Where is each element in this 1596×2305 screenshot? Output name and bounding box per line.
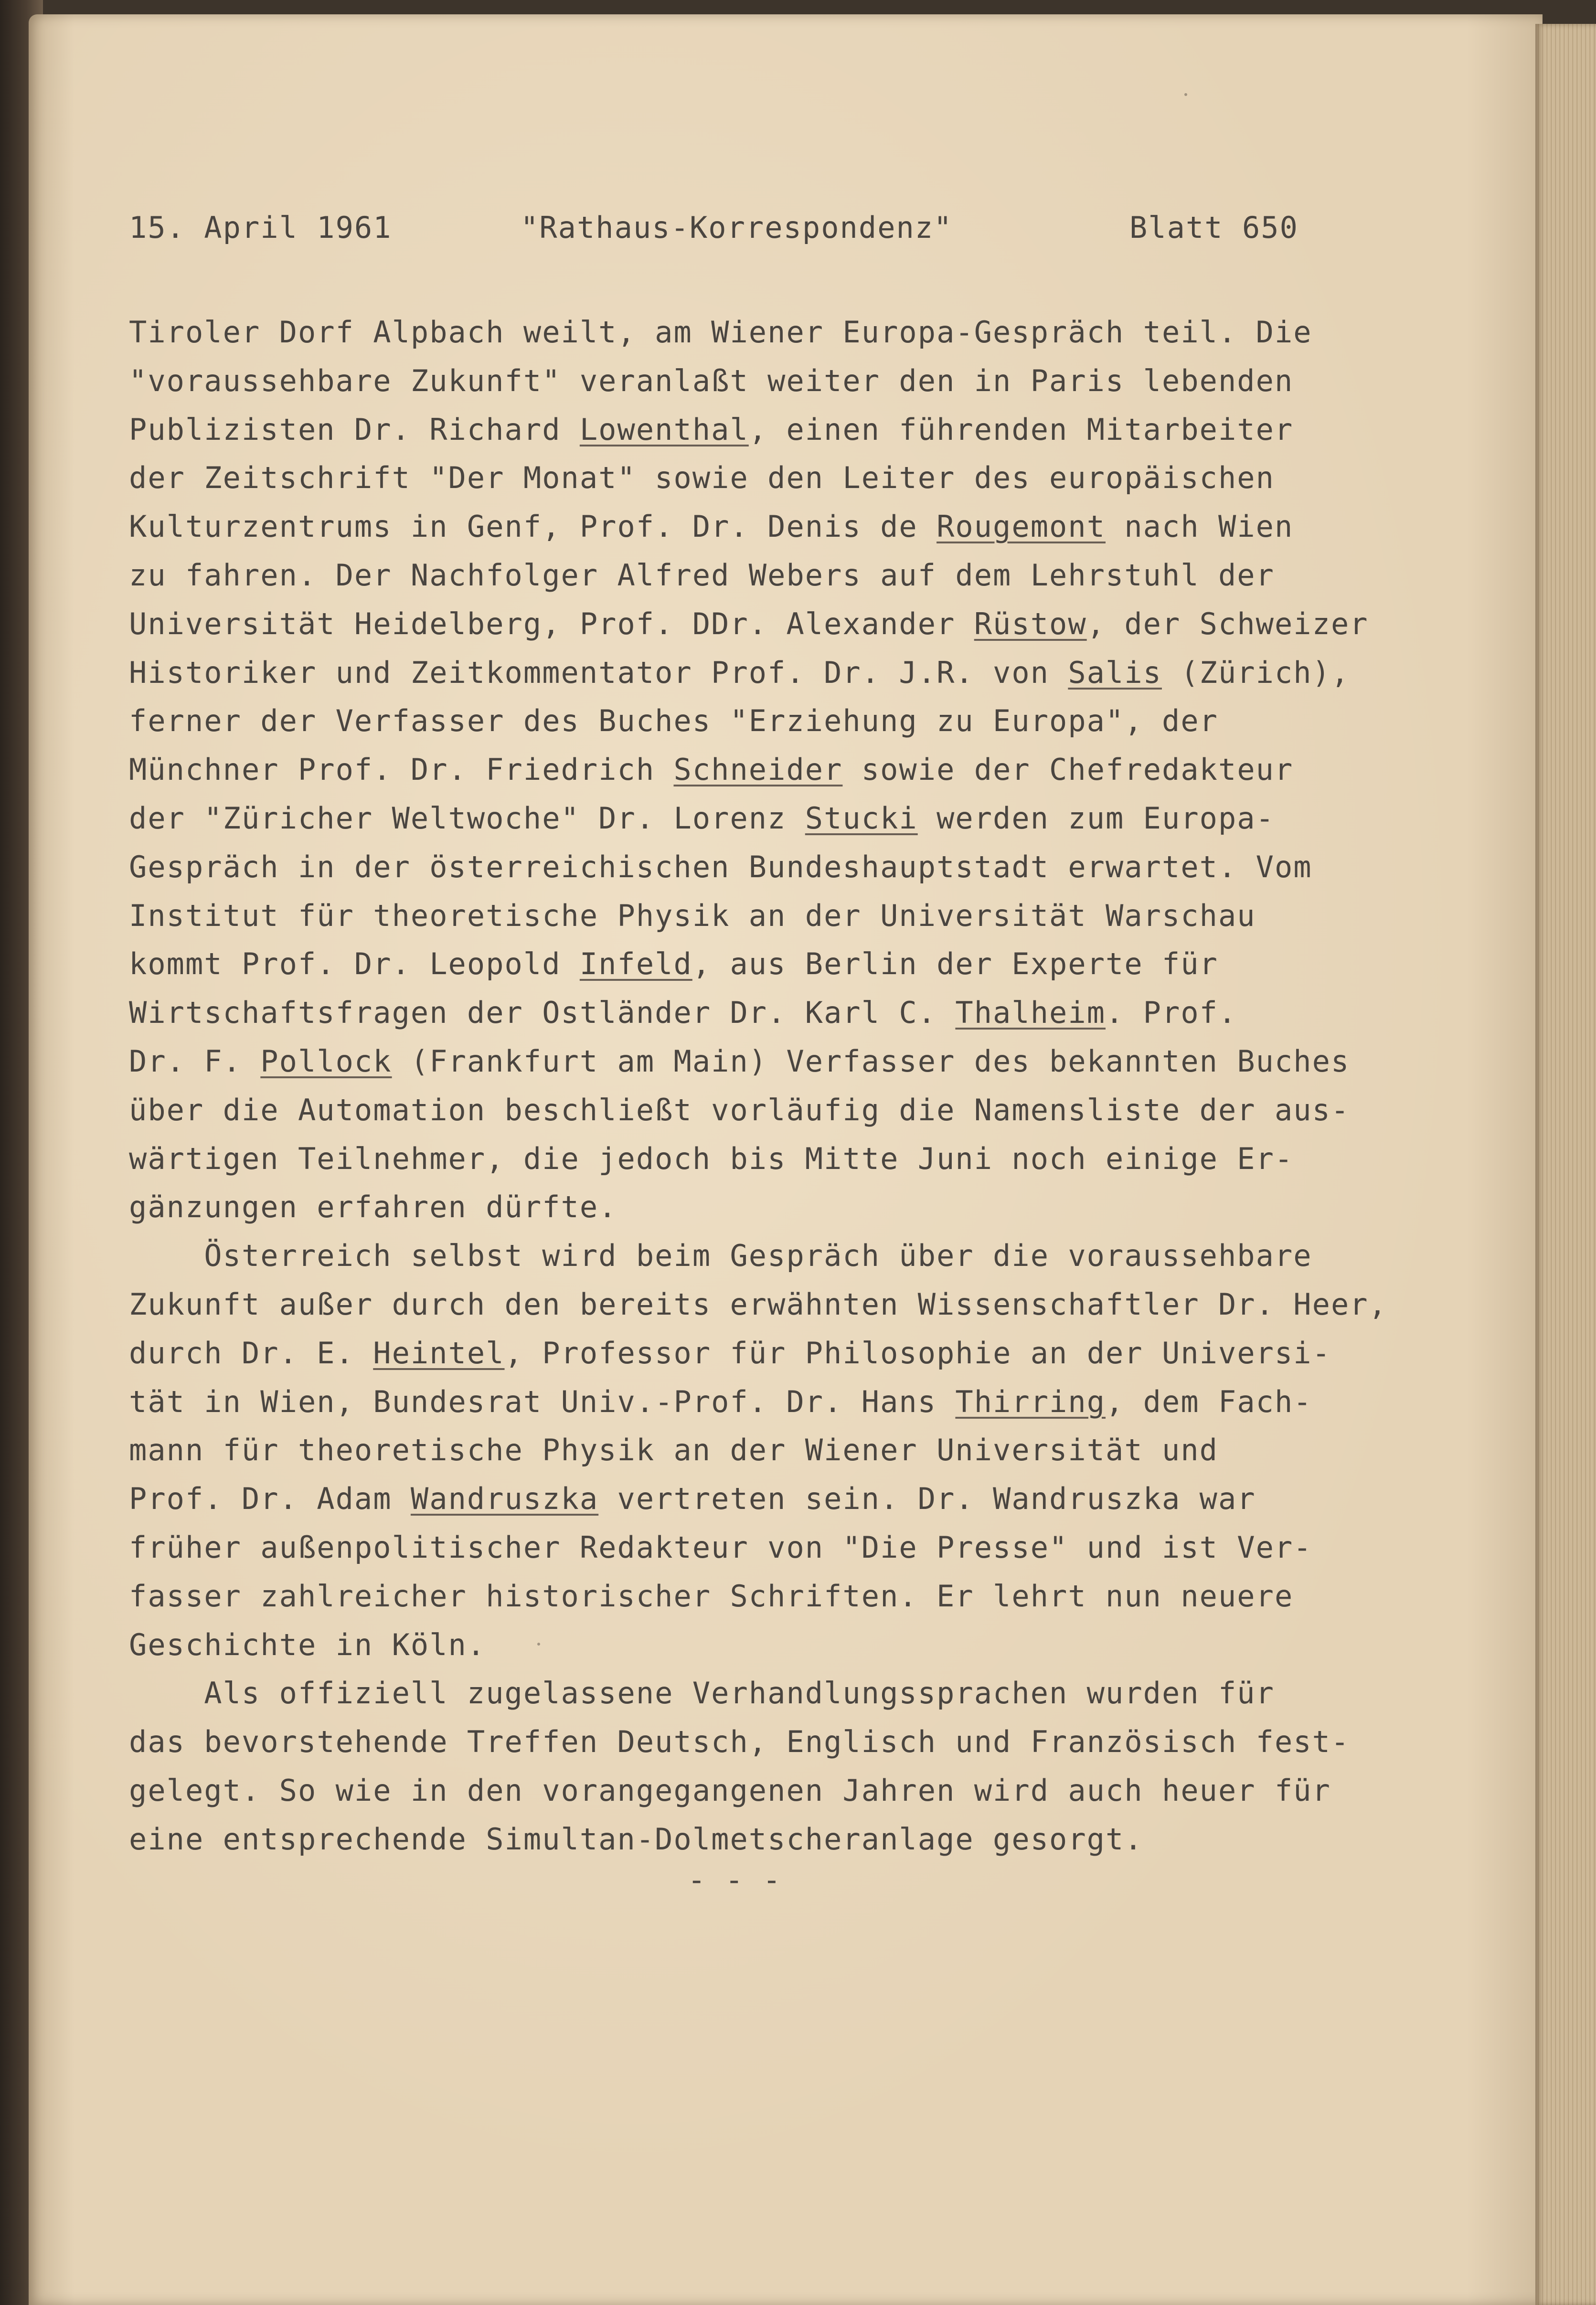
text-line bbox=[129, 1426, 1514, 1475]
text-line bbox=[129, 1718, 1514, 1766]
text-line bbox=[129, 308, 1514, 357]
underlined-name: Rougemont bbox=[936, 509, 1106, 544]
text-line bbox=[129, 1232, 1514, 1280]
header-sheet-number: Blatt 650 bbox=[1129, 210, 1298, 245]
text-segment: Historiker und Zeitkommentator Prof. Dr. J.R. von bbox=[129, 655, 1068, 690]
text-line bbox=[129, 1766, 1514, 1815]
text-line bbox=[129, 648, 1514, 697]
text-line bbox=[129, 1086, 1514, 1135]
text-segment: "voraussehbare Zukunft" veranlaßt weiter den in Paris lebenden bbox=[129, 363, 1294, 398]
text-segment: sowie der Chefredakteur bbox=[842, 752, 1294, 787]
text-line bbox=[129, 1815, 1514, 1864]
text-segment: Münchner Prof. Dr. Friedrich bbox=[129, 752, 674, 787]
text-line bbox=[129, 1037, 1514, 1086]
text-segment: Zukunft außer durch den bereits erwähnten Wissenschaftler Dr. Heer, bbox=[129, 1286, 1387, 1322]
page-header bbox=[129, 210, 1323, 258]
text-line bbox=[129, 357, 1514, 405]
text-line bbox=[129, 1572, 1514, 1621]
underlined-name: Infeld bbox=[579, 946, 692, 982]
text-line bbox=[129, 843, 1514, 892]
text-segment: Als offiziell zugelassene Verhandlungssprachen wurden für bbox=[129, 1676, 1275, 1711]
text-segment: Tiroler Dorf Alpbach weilt, am Wiener Europa-Gespräch teil. Die bbox=[129, 315, 1312, 350]
text-segment: tät in Wien, Bundesrat Univ.-Prof. Dr. Hans bbox=[129, 1384, 956, 1419]
underlined-name: Wandruszka bbox=[410, 1481, 599, 1517]
text-segment: der "Züricher Weltwoche" Dr. Lorenz bbox=[129, 800, 805, 836]
text-segment: über die Automation beschließt vorläufig die Namensliste der aus- bbox=[129, 1092, 1350, 1127]
text-line bbox=[129, 1475, 1514, 1523]
text-line bbox=[129, 1183, 1514, 1232]
text-segment: . Prof. bbox=[1106, 995, 1237, 1030]
text-line bbox=[129, 1523, 1514, 1572]
text-line bbox=[129, 1669, 1514, 1718]
underlined-name: Thirring bbox=[955, 1384, 1106, 1419]
text-line bbox=[129, 940, 1514, 988]
text-segment: gelegt. So wie in den vorangegangenen Jahren wird auch heuer für bbox=[129, 1773, 1331, 1808]
text-segment: nach Wien bbox=[1106, 509, 1294, 544]
text-segment: früher außenpolitischer Redakteur von "Die Presse" und ist Ver- bbox=[129, 1530, 1312, 1565]
text-segment: vertreten sein. Dr. Wandruszka war bbox=[598, 1481, 1256, 1517]
text-line bbox=[129, 988, 1514, 1037]
text-line bbox=[129, 794, 1514, 843]
text-segment: mann für theoretische Physik an der Wiener Universität und bbox=[129, 1433, 1218, 1468]
text-segment: (Zürich), bbox=[1162, 655, 1350, 690]
text-segment: , aus Berlin der Experte für bbox=[692, 946, 1218, 982]
text-segment: Gespräch in der österreichischen Bundeshauptstadt erwartet. Vom bbox=[129, 849, 1312, 884]
text-segment: Wirtschaftsfragen der Ostländer Dr. Karl C. bbox=[129, 995, 956, 1030]
underlined-name: Rüstow bbox=[974, 606, 1087, 641]
text-line bbox=[129, 892, 1514, 940]
text-segment: , dem Fach- bbox=[1106, 1384, 1312, 1419]
text-line bbox=[129, 1135, 1514, 1183]
text-segment: , einen führenden Mitarbeiter bbox=[748, 412, 1294, 447]
text-line bbox=[129, 1280, 1514, 1329]
header-publication: "Rathaus-Korrespondenz" bbox=[521, 210, 953, 245]
header-date: 15. April 1961 bbox=[129, 210, 392, 245]
underlined-name: Thalheim bbox=[955, 995, 1106, 1030]
text-segment: , Professor für Philosophie an der Universi- bbox=[504, 1335, 1331, 1370]
text-segment: Publizisten Dr. Richard bbox=[129, 412, 580, 447]
text-segment: zu fahren. Der Nachfolger Alfred Webers auf dem Lehrstuhl der bbox=[129, 557, 1275, 593]
text-segment: (Frankfurt am Main) Verfasser des bekannten Buches bbox=[392, 1043, 1350, 1079]
text-segment: durch Dr. E. bbox=[129, 1335, 373, 1370]
underlined-name: Schneider bbox=[673, 752, 843, 787]
text-line bbox=[129, 600, 1514, 648]
text-segment: werden zum Europa- bbox=[917, 800, 1275, 836]
text-segment: Kulturzentrums in Genf, Prof. Dr. Denis de bbox=[129, 509, 937, 544]
text-segment: Institut für theoretische Physik an der Universität Warschau bbox=[129, 898, 1256, 933]
text-segment: ferner der Verfasser des Buches "Erziehung zu Europa", der bbox=[129, 703, 1218, 739]
text-segment: , der Schweizer bbox=[1086, 606, 1369, 641]
text-line bbox=[129, 1378, 1514, 1426]
underlined-name: Stucki bbox=[805, 800, 918, 836]
text-line bbox=[129, 502, 1514, 551]
text-segment: wärtigen Teilnehmer, die jedoch bis Mitte Juni noch einige Er- bbox=[129, 1141, 1294, 1176]
text-line bbox=[129, 454, 1514, 502]
text-segment: kommt Prof. Dr. Leopold bbox=[129, 946, 580, 982]
article-body bbox=[129, 308, 1514, 1864]
text-line bbox=[129, 697, 1514, 745]
underlined-name: Lowenthal bbox=[579, 412, 749, 447]
text-segment: fasser zahlreicher historischer Schriften. Er lehrt nun neuere bbox=[129, 1578, 1294, 1614]
text-segment: Universität Heidelberg, Prof. DDr. Alexander bbox=[129, 606, 974, 641]
text-line bbox=[129, 1621, 1514, 1669]
page-stack-edges bbox=[1535, 24, 1596, 2305]
text-segment: Prof. Dr. Adam bbox=[129, 1481, 411, 1517]
text-line bbox=[129, 405, 1514, 454]
end-mark: - - - bbox=[688, 1862, 782, 1897]
paper-speck bbox=[1184, 93, 1187, 96]
text-segment: Geschichte in Köln. bbox=[129, 1627, 486, 1662]
text-line bbox=[129, 1329, 1514, 1378]
underlined-name: Pollock bbox=[260, 1043, 392, 1079]
text-segment: das bevorstehende Treffen Deutsch, Englisch und Französisch fest- bbox=[129, 1724, 1350, 1760]
text-segment: gänzungen erfahren dürfte. bbox=[129, 1190, 617, 1225]
text-line bbox=[129, 745, 1514, 794]
text-line bbox=[129, 551, 1514, 600]
text-segment: der Zeitschrift "Der Monat" sowie den Leiter des europäischen bbox=[129, 460, 1275, 496]
text-segment: Dr. F. bbox=[129, 1043, 261, 1079]
text-segment: eine entsprechende Simultan-Dolmetscheranlage gesorgt. bbox=[129, 1821, 1143, 1857]
text-segment: Österreich selbst wird beim Gespräch über die voraussehbare bbox=[129, 1238, 1312, 1274]
underlined-name: Heintel bbox=[373, 1335, 505, 1370]
underlined-name: Salis bbox=[1068, 655, 1162, 690]
